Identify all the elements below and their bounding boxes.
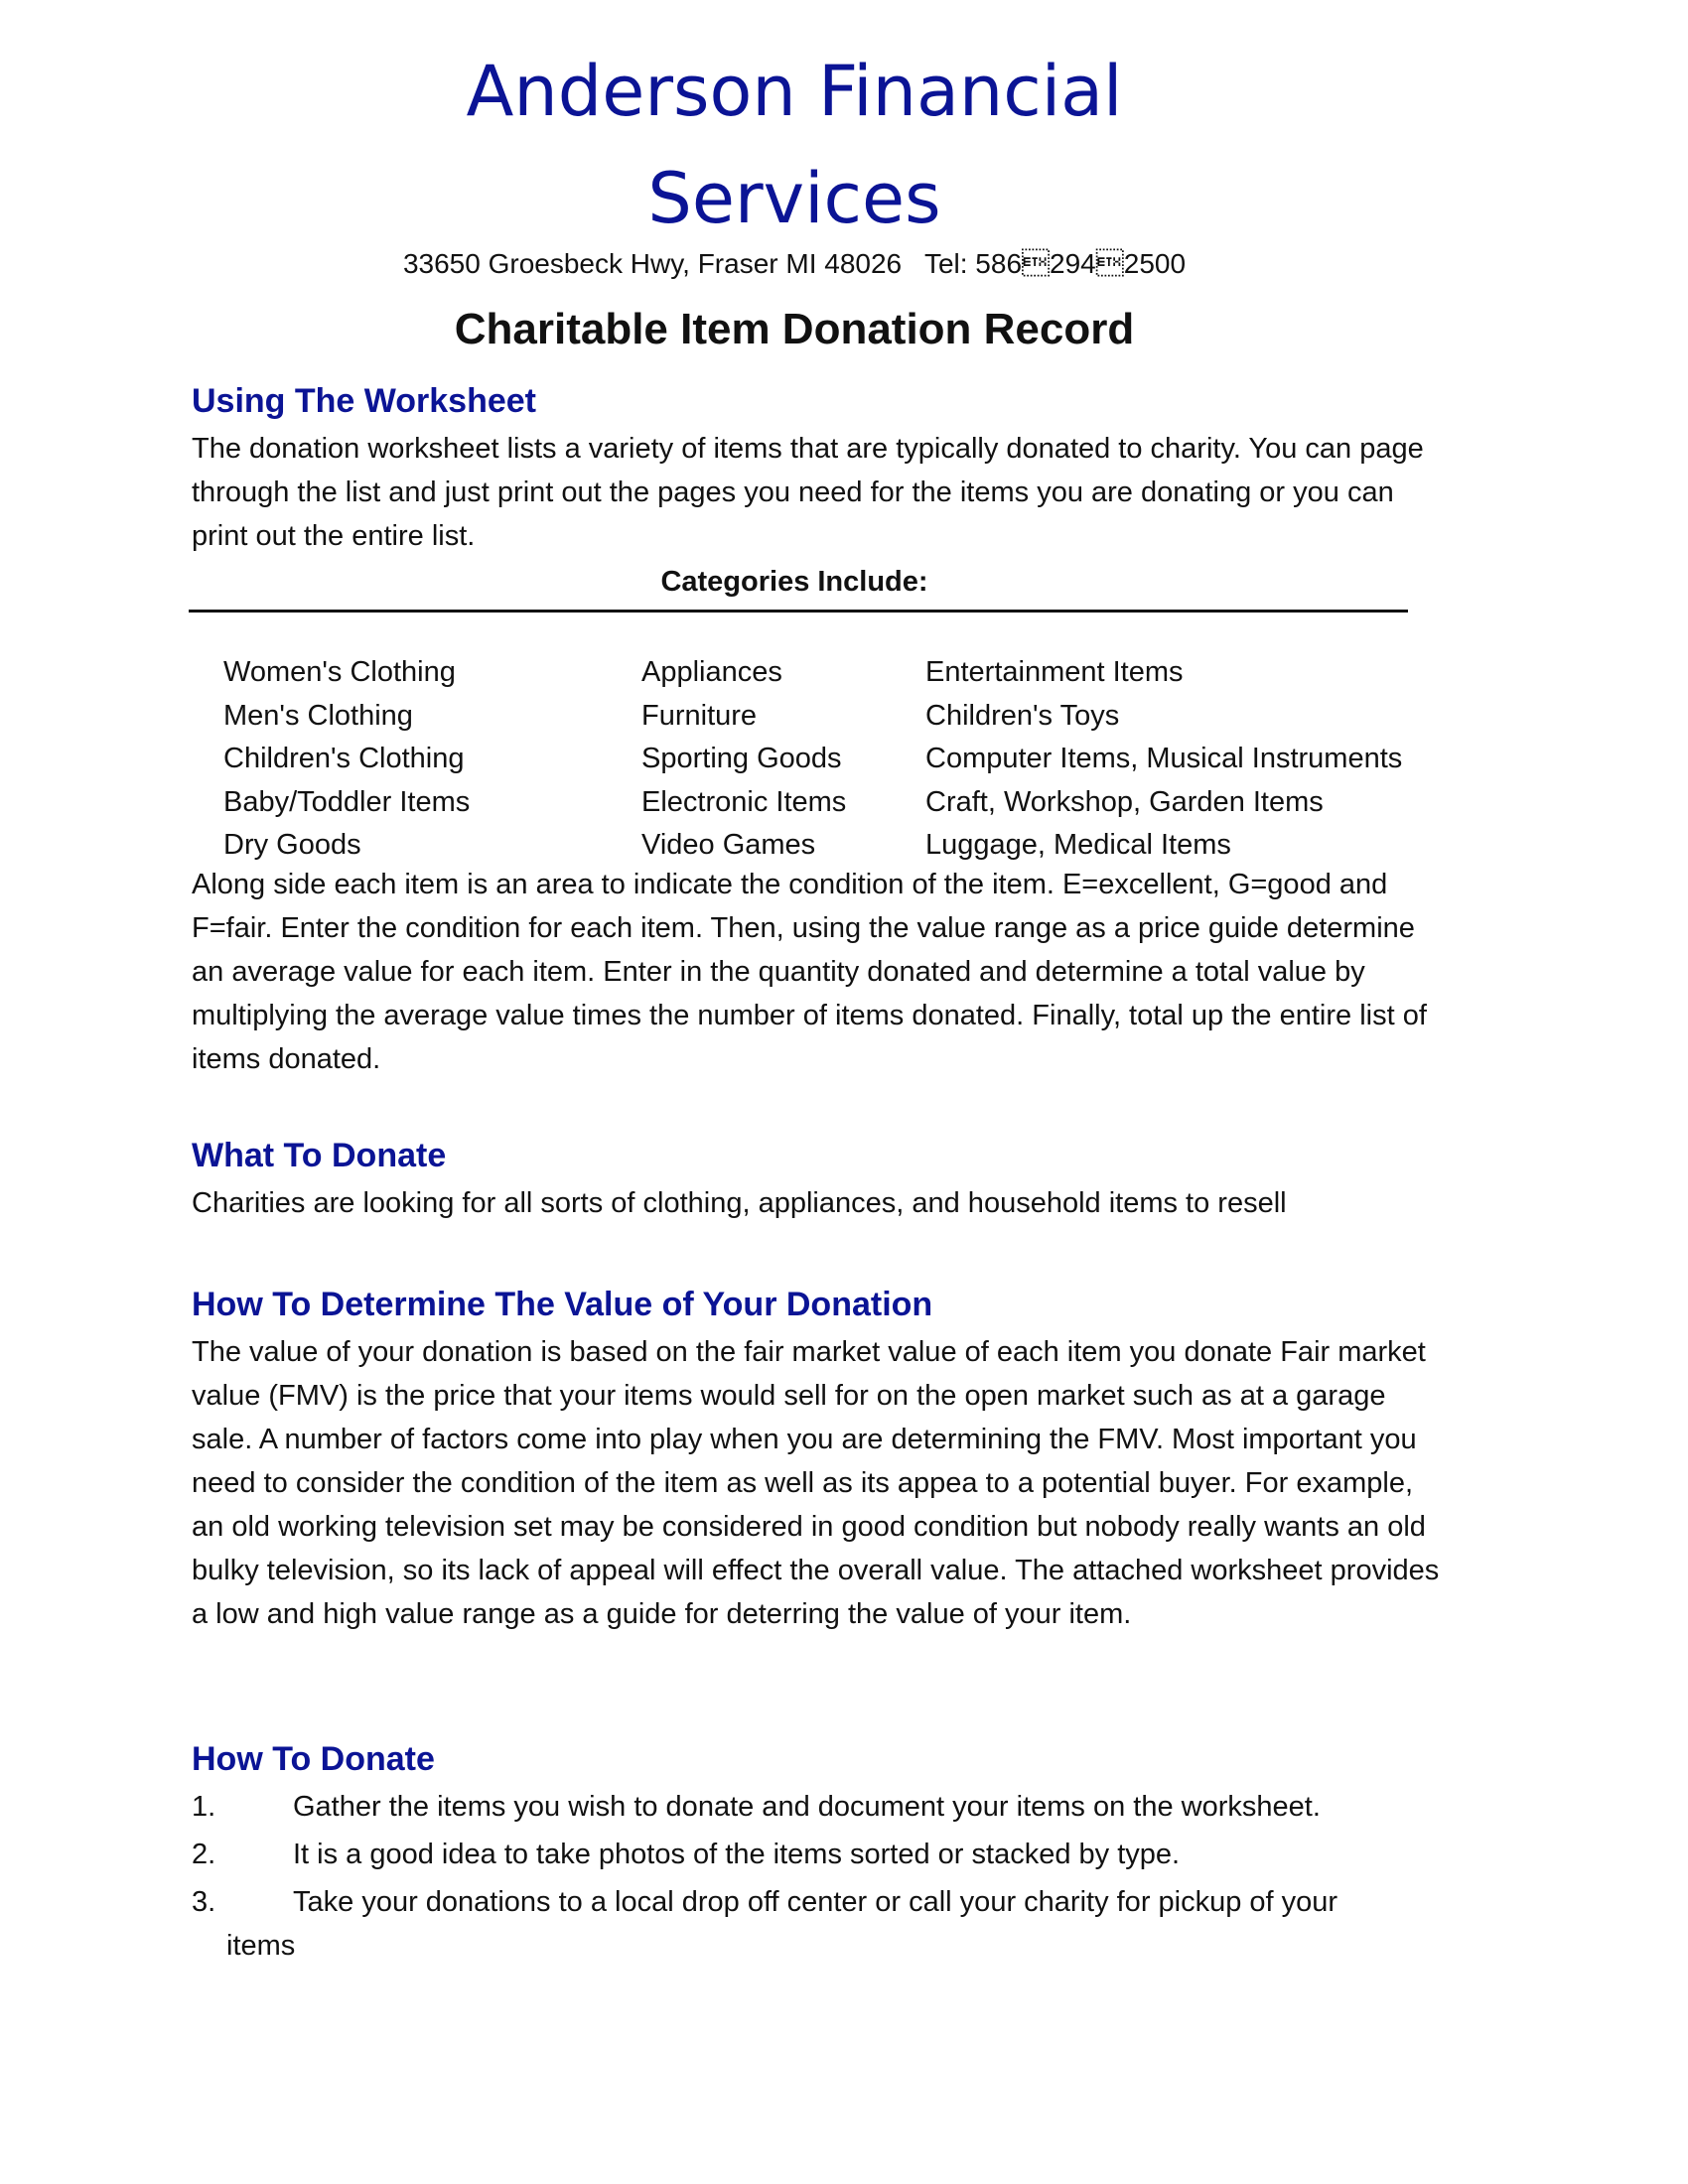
step-text: Take your donations to a local drop off center or call your charity for pickup of your — [293, 1886, 1338, 1918]
categories-column-2 — [641, 651, 846, 868]
list-item — [192, 1833, 1443, 1876]
step-text-continued: items — [226, 1930, 296, 1962]
categories-column-3 — [925, 651, 1402, 868]
category-item: Luggage, Medical Items — [925, 829, 1231, 861]
company-name-line2: Services — [647, 158, 941, 239]
categories-column-1 — [223, 651, 470, 868]
category-item: Electronic Items — [641, 785, 847, 818]
heading-how-to-donate: How To Donate — [192, 1740, 435, 1778]
category-item: Craft, Workshop, Garden Items — [925, 785, 1324, 818]
donation-steps — [192, 1785, 1443, 1968]
what-to-donate-text: Charities are looking for all sorts of clothing, appliances, and household items to resell — [192, 1187, 1287, 1219]
category-item: Computer Items, Musical Instruments — [925, 743, 1403, 774]
step-number: 3. — [192, 1886, 216, 1918]
condition-instructions: Along side each item is an area to indicate the condition of the item. E=excellent, G=good and F=fair. Enter the condition for each item. Then, using the value range as a price guide determine an average value for each item. Enter in the quantity donated and determine a total value by multiplying the average value times the number of items donated. Finally, total up the entire list of items donated. — [192, 869, 1427, 1075]
list-item — [192, 1880, 1443, 1968]
category-item: Men's Clothing — [223, 699, 413, 732]
category-item: Sporting Goods — [641, 743, 842, 774]
category-item: Women's Clothing — [223, 656, 456, 688]
categories-heading: Categories Include: — [660, 566, 928, 598]
step-text: It is a good idea to take photos of the items sorted or stacked by type. — [293, 1839, 1181, 1870]
category-item: Dry Goods — [223, 829, 361, 861]
category-item: Entertainment Items — [925, 656, 1184, 688]
using-worksheet-intro: The donation worksheet lists a variety of items that are typically donated to charity. You can page through the list and just print out the pages you need for the items you are donating or you can print out the entire list. — [192, 433, 1424, 552]
step-text: Gather the items you wish to donate and document your items on the worksheet. — [293, 1791, 1321, 1823]
company-address: 33650 Groesbeck Hwy, Fraser MI 48026 Tel: 5862942500 — [402, 248, 1187, 279]
category-item: Video Games — [641, 829, 816, 861]
category-item: Baby/Toddler Items — [223, 785, 471, 818]
company-name-line1: Anderson Financial — [466, 51, 1123, 132]
category-item: Children's Clothing — [223, 743, 465, 774]
heading-what-to-donate: What To Donate — [192, 1137, 447, 1174]
category-item: Furniture — [641, 699, 758, 732]
category-item: Appliances — [641, 656, 782, 688]
step-number: 1. — [192, 1791, 216, 1823]
document-title: Charitable Item Donation Record — [454, 305, 1135, 353]
step-number: 2. — [192, 1839, 216, 1870]
heading-determine-value: How To Determine The Value of Your Donation — [192, 1286, 933, 1323]
category-item: Children's Toys — [925, 699, 1120, 732]
heading-using-worksheet: Using The Worksheet — [192, 382, 536, 420]
determine-value-text: The value of your donation is based on the fair market value of each item you donate Fair market value (FMV) is the price that your items would sell for on the open market such as at a garage sale. A number of factors come into play when you are determining the FMV. Most important you need to consider the condition of the item as well as its appea to a potential buyer. For example, an old working television set may be considered in good condition but nobody really wants an old bulky television, so its lack of appeal will effect the overall value. The attached worksheet provides a low and high value range as a guide for deterring the value of your item. — [192, 1336, 1440, 1630]
list-item — [192, 1785, 1443, 1829]
section-divider — [189, 610, 1408, 613]
